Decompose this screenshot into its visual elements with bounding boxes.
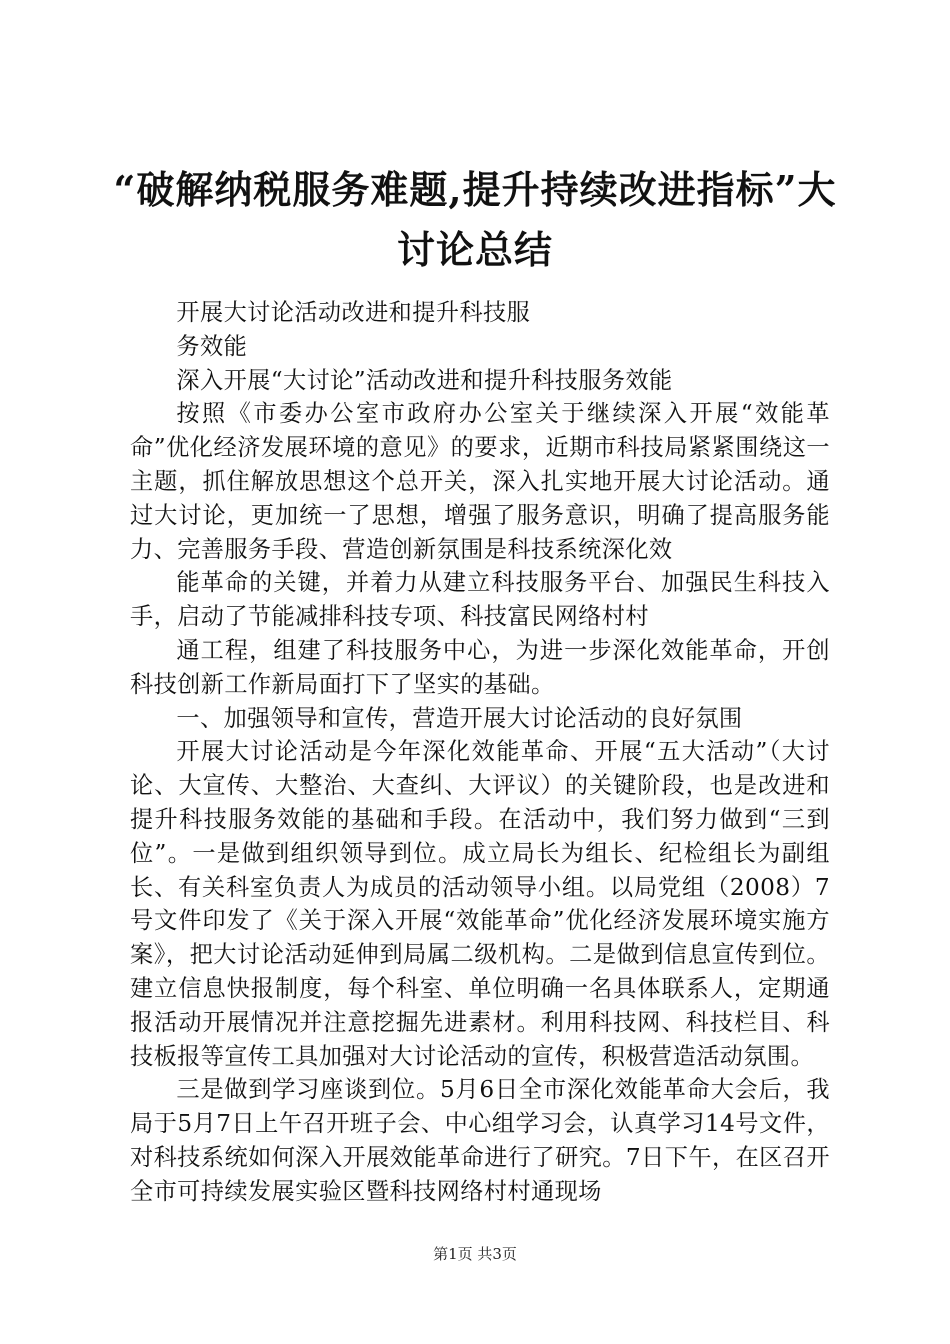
- page-footer: 第1页 共3页: [433, 1245, 517, 1263]
- paragraph: 务效能: [176, 332, 248, 360]
- paragraph: 开展大讨论活动改进和提升科技服: [176, 299, 531, 326]
- title-line-2: 讨论总结: [396, 227, 553, 272]
- document-body: [130, 296, 830, 1209]
- title-line-1: “破解纳税服务难题,提升持续改进指标”大: [113, 167, 837, 212]
- paragraph: 通工程，组建了科技服务中心，为进一步深化效能革命，开创科技创新工作新局面打下了坚实的基础。: [130, 636, 830, 698]
- paragraph: 按照《市委办公室市政府办公室关于继续深入开展“效能革命”优化经济发展环境的意见》的要求，近期市科技局紧紧围绕这一主题，抓住解放思想这个总开关，深入扎实地开展大讨论活动。通过大讨论，更加统一了思想，增强了服务意识，明确了提高服务能力、完善服务手段、营造创新氛围是科技系统深化效: [130, 400, 830, 563]
- paragraph: 能革命的关键，并着力从建立科技服务平台、加强民生科技入手，启动了节能减排科技专项、科技富民网络村村: [130, 569, 830, 631]
- paragraph: 三是做到学习座谈到位。5月6日全市深化效能革命大会后，我局于5月7日上午召开班子会、中心组学习会，认真学习14号文件，对科技系统如何深入开展效能革命进行了研究。7日下午，在区召开全市可持续发展实验区暨科技网络村村通现场: [130, 1076, 830, 1205]
- paragraph: 深入开展“大讨论”活动改进和提升科技服务效能: [176, 366, 673, 394]
- section-heading: 一、加强领导和宣传，营造开展大讨论活动的良好氛围: [176, 704, 743, 732]
- paragraph: 开展大讨论活动是今年深化效能革命、开展“五大活动”（大讨论、大宣传、大整治、大查纠、大评议）的关键阶段，也是改进和提升科技服务效能的基础和手段。在活动中，我们努力做到“三到位”。一是做到组织领导到位。成立局长为组长、纪检组长为副组长、有关科室负责人为成员的活动领导小组。以局党组（2008）7号文件印发了《关于深入开展“效能革命”优化经济发展环境实施方案》，把大讨论活动延伸到局属二级机构。二是做到信息宣传到位。建立信息快报制度，每个科室、单位明确一名具体联系人，定期通报活动开展情况并注意挖掘先进素材。利用科技网、科技栏目、科技板报等宣传工具加强对大讨论活动的宣传，积极营造活动氛围。: [130, 738, 830, 1070]
